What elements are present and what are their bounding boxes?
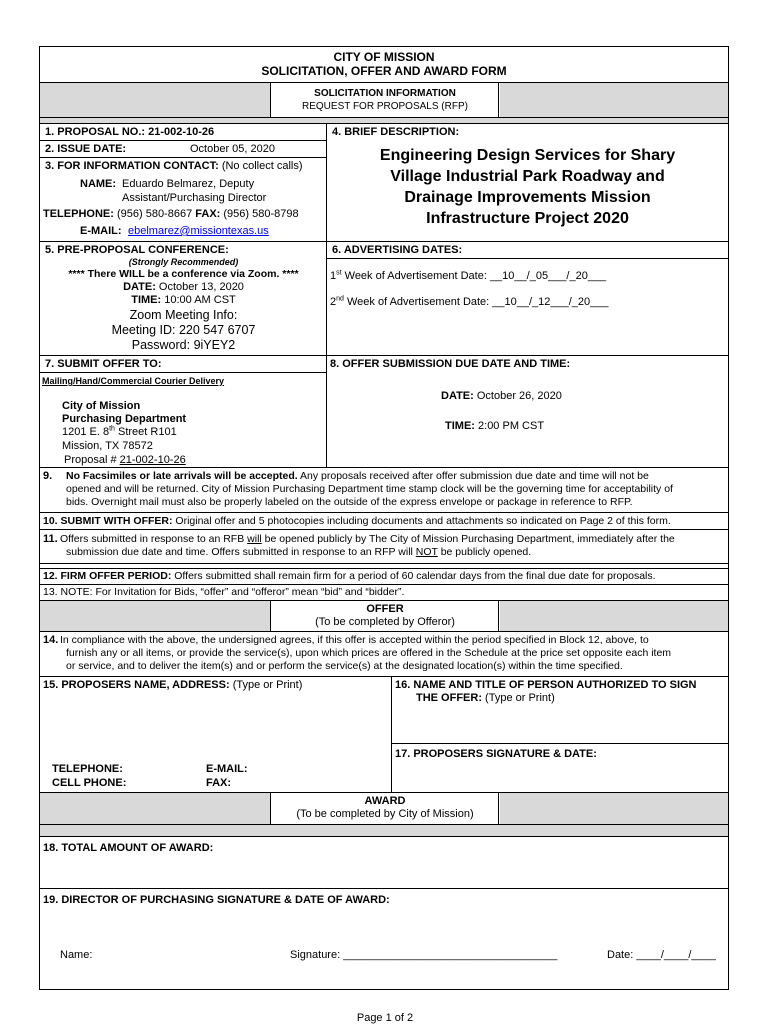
brief-description-block bbox=[327, 124, 728, 242]
submit-offer-label: 7. SUBMIT OFFER TO: bbox=[45, 358, 162, 370]
award-header bbox=[40, 793, 728, 825]
director-date-line: Date: ____/____/____ bbox=[607, 949, 716, 961]
award-center bbox=[271, 793, 499, 824]
award-subtitle: (To be completed by City of Mission) bbox=[296, 808, 474, 820]
director-signature-label: 19. DIRECTOR OF PURCHASING SIGNATURE & DATE OF AWARD: bbox=[43, 894, 390, 906]
contact-email-link[interactable]: ebelmarez@missiontexas.us bbox=[128, 225, 269, 237]
conference-time: TIME: 10:00 AM CST bbox=[131, 294, 236, 306]
description-line-3: Drainage Improvements Mission bbox=[404, 189, 651, 206]
block-9-line-2: opened and will be returned. City of Mission Purchasing Department time stamp clock will be the governing time for acceptability of bbox=[66, 483, 673, 495]
authorized-person-label-1: 16. NAME AND TITLE OF PERSON AUTHORIZED TO SIGN bbox=[395, 679, 697, 691]
delivery-method: Mailing/Hand/Commercial Courier Delivery bbox=[42, 376, 225, 386]
award-spacer-shade bbox=[40, 825, 728, 837]
due-time: TIME: 2:00 PM CST bbox=[445, 420, 545, 432]
award-shade-left bbox=[40, 793, 271, 824]
block-14-number: 14. bbox=[43, 634, 59, 646]
offer-subtitle: (To be completed by Offeror) bbox=[315, 616, 455, 628]
left-column-1-3 bbox=[40, 124, 327, 242]
block-11-line-2: submission due date and time. Offers submitted in response to an RFP will NOT be publicly opened. bbox=[66, 546, 532, 558]
strongly-recommended: (Strongly Recommended) bbox=[128, 257, 239, 267]
block-13-text: 13. NOTE: For Invitation for Bids, “offer” and “offeror” mean “bid” and “bidder”. bbox=[43, 586, 405, 598]
proposal-no: 1. PROPOSAL NO.: 21-002-10-26 bbox=[45, 126, 215, 138]
brief-description-label: 4. BRIEF DESCRIPTION: bbox=[332, 126, 460, 138]
issue-date-value: October 05, 2020 bbox=[190, 143, 276, 155]
authorized-person-block[interactable] bbox=[392, 677, 728, 744]
block-10-text: 10. SUBMIT WITH OFFER: Original offer and 5 photocopies including documents and attachments so indicated on Page 2 of this form. bbox=[43, 515, 671, 527]
description-line-4: Infrastructure Project 2020 bbox=[426, 210, 629, 227]
description-line-2: Village Industrial Park Roadway and bbox=[390, 168, 665, 185]
org-city: Mission, TX 78572 bbox=[62, 440, 153, 452]
director-name-label: Name: bbox=[60, 949, 93, 961]
offer-center bbox=[271, 601, 499, 631]
org-department: Purchasing Department bbox=[62, 413, 187, 425]
advertisement-week-1: 1st Week of Advertisement Date: __10__/_05___/_20___ bbox=[330, 269, 607, 282]
offer-shade-right bbox=[500, 601, 728, 631]
block-14-line-1: In compliance with the above, the undersigned agrees, if this offer is accepted within the period specified in Block 12, above, to bbox=[60, 634, 649, 646]
block-14-line-2: furnish any or all items, or provide the service(s), upon which prices are offered in the Schedule at the price set opposite each item bbox=[66, 647, 672, 659]
shade-left bbox=[40, 83, 271, 117]
fax-label: FAX: bbox=[206, 777, 232, 789]
email-label: E-MAIL: bbox=[206, 763, 248, 775]
solicitation-info-header bbox=[40, 83, 728, 118]
contact-name-2: Assistant/Purchasing Director bbox=[122, 192, 267, 204]
block-11-line-1: Offers submitted in response to an RFB will be opened publicly by The City of Mission Purchasing Department, immediately after the bbox=[60, 533, 675, 545]
block-14 bbox=[40, 632, 728, 677]
cell-phone-label: CELL PHONE: bbox=[52, 777, 127, 789]
proposer-signature-label: 17. PROPOSERS SIGNATURE & DATE: bbox=[395, 748, 597, 760]
block-9-number: 9. bbox=[43, 470, 53, 482]
shade-right bbox=[500, 83, 728, 117]
proposer-signature-block[interactable] bbox=[392, 744, 728, 793]
meeting-password: Password: 9iYEY2 bbox=[131, 338, 236, 352]
proposer-name-label: 15. PROPOSERS NAME, ADDRESS: (Type or Print) bbox=[43, 679, 303, 691]
total-award-label: 18. TOTAL AMOUNT OF AWARD: bbox=[43, 842, 214, 854]
director-signature-block[interactable] bbox=[40, 889, 728, 989]
block-14-line-3: or service, and to deliver the item(s) and or perform the service(s) at the designated location(s) within the time specified. bbox=[66, 660, 623, 672]
pre-proposal-label: 5. PRE-PROPOSAL CONFERENCE: bbox=[45, 244, 229, 256]
proposer-name-block[interactable] bbox=[40, 677, 392, 793]
block-9-line-3: bids. Overnight mail must also be properly labeled on the outside of the express envelope or package in reference to RFP. bbox=[66, 496, 633, 508]
telephone-label: TELEPHONE: bbox=[52, 763, 123, 775]
authorized-person-label-2: THE OFFER: (Type or Print) bbox=[416, 692, 555, 704]
solicitation-info-label: SOLICITATION INFORMATION bbox=[314, 88, 456, 99]
advertising-dates-label: 6. ADVERTISING DATES: bbox=[332, 244, 463, 256]
offer-shade-left bbox=[40, 601, 271, 631]
solicitation-form bbox=[39, 46, 729, 990]
block-9-line-1: No Facsimiles or late arrivals will be accepted. Any proposals received after offer submission due date and time will not be bbox=[66, 470, 649, 482]
block-12-text: 12. FIRM OFFER PERIOD: Offers submitted shall remain firm for a period of 60 calendar days from the final due date for proposals. bbox=[43, 570, 656, 582]
contact-line: 3. FOR INFORMATION CONTACT: (No collect calls) bbox=[45, 160, 303, 172]
due-date-block bbox=[327, 356, 728, 468]
director-signature-line: Signature: ___________________________________ bbox=[290, 949, 558, 961]
form-title: SOLICITATION, OFFER AND AWARD FORM bbox=[261, 64, 507, 78]
advertisement-week-2: 2nd Week of Advertisement Date: __10__/_12___/_20___ bbox=[330, 295, 609, 308]
form-header bbox=[40, 47, 728, 83]
award-title: AWARD bbox=[364, 795, 406, 807]
offer-title: OFFER bbox=[366, 603, 404, 615]
contact-name-label: NAME: bbox=[80, 178, 117, 190]
rfp-label: REQUEST FOR PROPOSALS (RFP) bbox=[302, 101, 468, 112]
block-10 bbox=[40, 513, 728, 530]
advertising-dates-block bbox=[327, 242, 728, 356]
pre-proposal-block bbox=[40, 242, 327, 356]
description-line-1: Engineering Design Services for Shary bbox=[379, 147, 676, 164]
org-street: 1201 E. 8th Street R101 bbox=[62, 425, 177, 438]
conference-date: DATE: October 13, 2020 bbox=[123, 281, 244, 293]
shade-center bbox=[271, 83, 499, 117]
submit-offer-block bbox=[40, 356, 327, 468]
proposal-reference: Proposal # 21-002-10-26 bbox=[64, 454, 186, 466]
total-award-block[interactable] bbox=[40, 837, 728, 889]
block-9 bbox=[40, 468, 728, 513]
page-number: Page 1 of 2 bbox=[356, 1012, 414, 1024]
due-date-label: 8. OFFER SUBMISSION DUE DATE AND TIME: bbox=[330, 358, 571, 370]
contact-email-label: E-MAIL: bbox=[80, 225, 122, 237]
zoom-notice: **** There WILL be a conference via Zoom. **** bbox=[68, 268, 299, 280]
block-11-number: 11. bbox=[43, 533, 58, 545]
contact-phone-line: TELEPHONE: (956) 580-8667 FAX: (956) 580-8798 bbox=[43, 208, 299, 220]
block-11 bbox=[40, 530, 728, 564]
award-shade-right bbox=[500, 793, 728, 824]
meeting-id: Meeting ID: 220 547 6707 bbox=[111, 323, 256, 337]
zoom-info: Zoom Meeting Info: bbox=[129, 308, 238, 322]
block-13 bbox=[40, 585, 728, 601]
contact-name-1: Eduardo Belmarez, Deputy bbox=[122, 178, 255, 190]
offer-header bbox=[40, 601, 728, 632]
issue-date-label: 2. ISSUE DATE: bbox=[45, 143, 127, 155]
org-name: City of Mission bbox=[62, 400, 141, 412]
due-date: DATE: October 26, 2020 bbox=[441, 390, 562, 402]
city-title: CITY OF MISSION bbox=[333, 50, 435, 64]
block-12 bbox=[40, 569, 728, 585]
